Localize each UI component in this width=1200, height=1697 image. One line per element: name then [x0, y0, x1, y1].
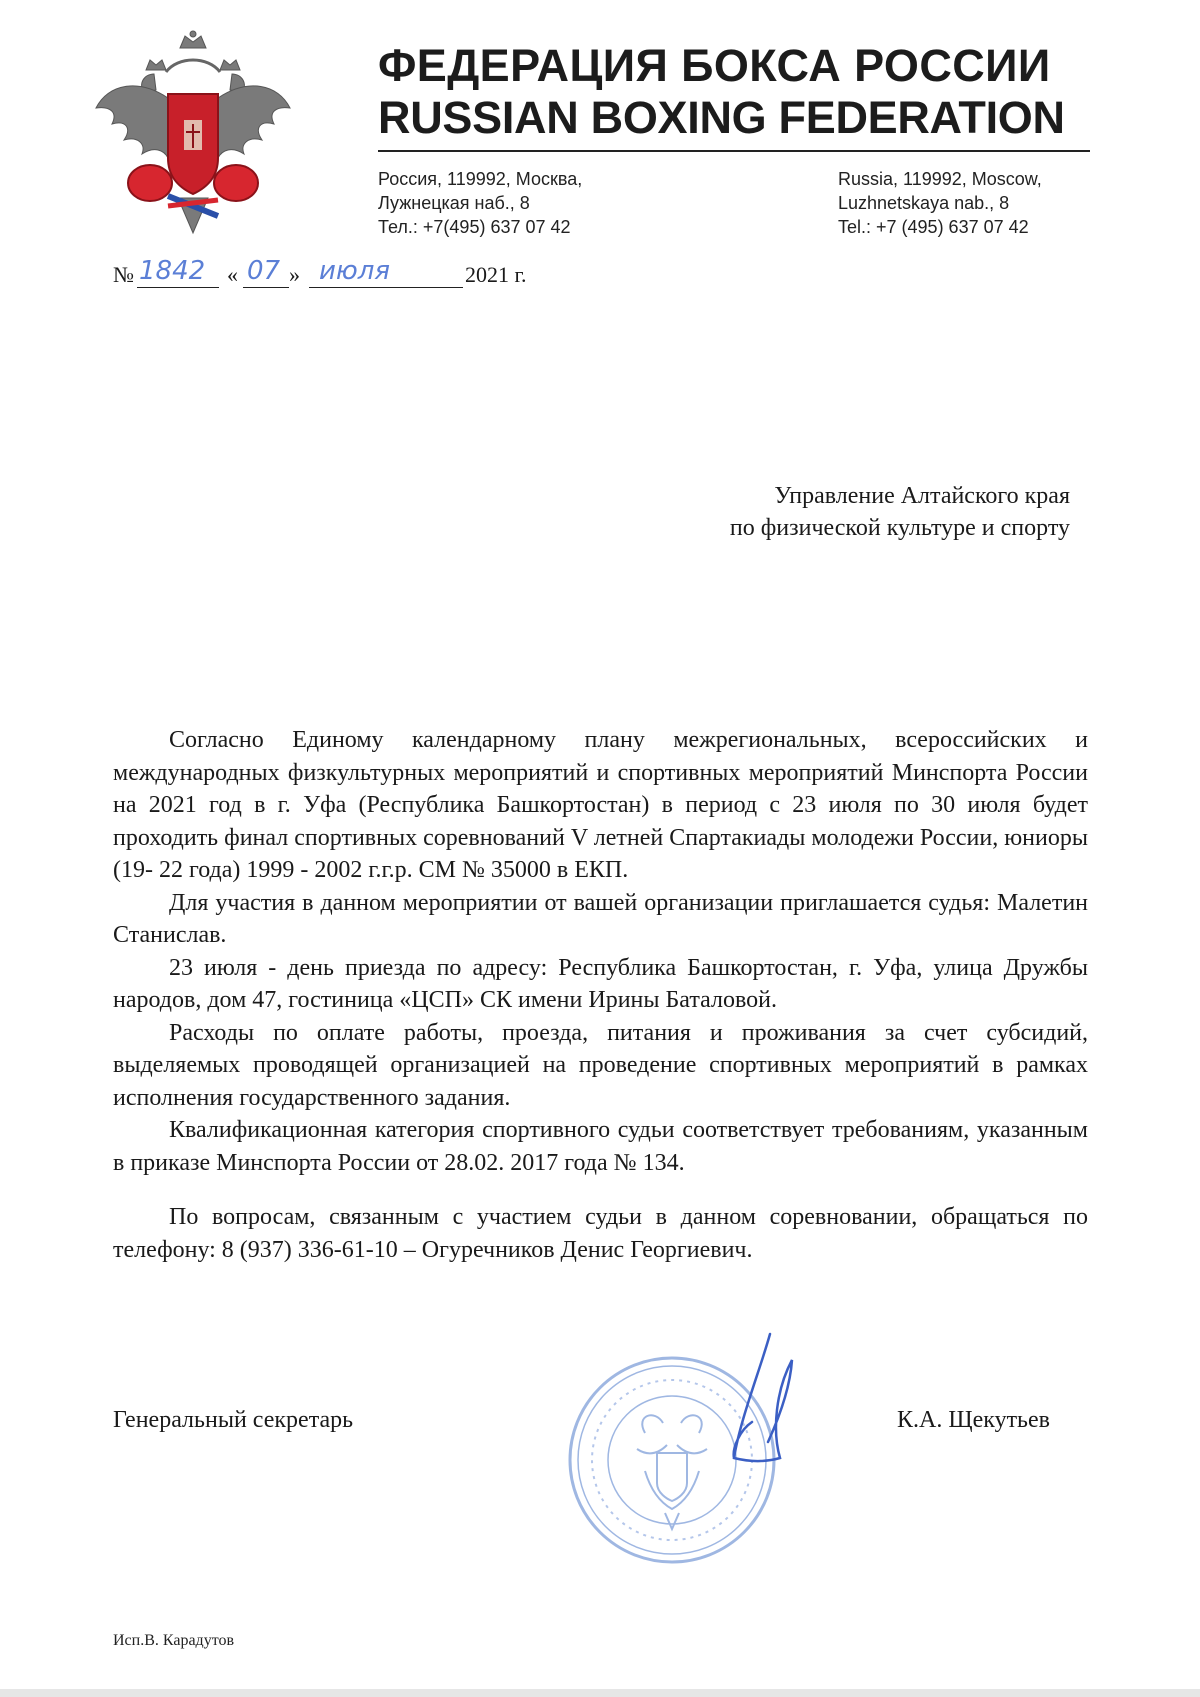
addressee-block — [730, 480, 1070, 544]
letter-year: 2021 г. — [465, 262, 527, 287]
day-underline — [243, 287, 289, 288]
address-en — [838, 167, 1042, 239]
address-en-line: Luzhnetskaya nab., 8 — [838, 193, 1010, 213]
addressee-line: Управление Алтайского края — [774, 483, 1070, 509]
body-paragraph: Расходы по оплате работы, проезда, питания и проживания за счет субсидий, выделяемых проводящей организацией на проведение спортивных мероприятий в рамках исполнения государственного задания. — [113, 1019, 1088, 1111]
close-quote: » — [289, 262, 300, 287]
reference-line — [113, 258, 593, 298]
body-paragraph: Для участия в данном мероприятии от вашей организации приглашается судья: Малетин Станислав. — [113, 889, 1088, 948]
executor-note: Исп.В. Карадутов — [113, 1632, 235, 1649]
organization-title — [378, 40, 1098, 144]
double-headed-eagle-emblem-icon — [88, 28, 298, 238]
address-ru — [378, 167, 582, 239]
body-paragraph: По вопросам, связанным с участием судьи в данном соревновании, обращаться по телефону: 8 (937) 336-61-10 – Огуречников Денис Георгиевич. — [113, 1204, 1088, 1263]
letter-month: июля — [319, 256, 391, 286]
signatory-title: Генеральный секретарь — [113, 1407, 354, 1433]
body-paragraph: Квалификационная категория спортивного судьи соответствует требованиям, указанным в приказе Минспорта России от 28.02. 2017 года № 134. — [113, 1117, 1088, 1176]
month-underline — [309, 287, 463, 288]
address-en-line: Tel.: +7 (495) 637 07 42 — [838, 217, 1029, 237]
address-ru-line: Лужнецкая наб., 8 — [378, 193, 530, 213]
open-quote: « — [227, 262, 238, 287]
organization-name-en: RUSSIAN BOXING FEDERATION — [378, 92, 1065, 143]
letter-day: 07 — [247, 256, 281, 286]
number-sign: № — [113, 262, 134, 287]
address-ru-line: Тел.: +7(495) 637 07 42 — [378, 217, 571, 237]
number-underline — [137, 287, 219, 288]
letterhead-divider — [378, 150, 1090, 152]
address-en-line: Russia, 119992, Moscow, — [838, 169, 1042, 189]
organization-name-ru: ФЕДЕРАЦИЯ БОКСА РОССИИ — [378, 40, 1051, 91]
signatory-name: К.А. Щекутьев — [897, 1407, 1050, 1433]
body-paragraph: Согласно Единому календарному плану межрегиональных, всероссийских и международных физкультурных мероприятий и спортивных мероприятий Минспорта России на 2021 год в г. Уфа (Республика Башкортостан) в период с 23 июля по 30 июля будет проходить финал спортивных соревнований V летней Спартакиады молодежи России, юниоры (19- 22 года) 1999 - 2002 г.г.р. СМ № 35000 в ЕКП. — [113, 727, 1088, 883]
letter-number: 1842 — [139, 256, 206, 286]
scan-bottom-edge — [0, 1689, 1200, 1697]
handwritten-signature-icon — [720, 1330, 810, 1470]
address-ru-line: Россия, 119992, Москва, — [378, 169, 583, 189]
addressee-line: по физической культуре и спорту — [729, 515, 1070, 541]
body-paragraph: 23 июля - день приезда по адресу: Республика Башкортостан, г. Уфа, улица Дружбы народов, дом 47, гостиница «ЦСП» СК имени Ирины Баталовой. — [113, 954, 1088, 1013]
letter-body — [113, 724, 1088, 1266]
